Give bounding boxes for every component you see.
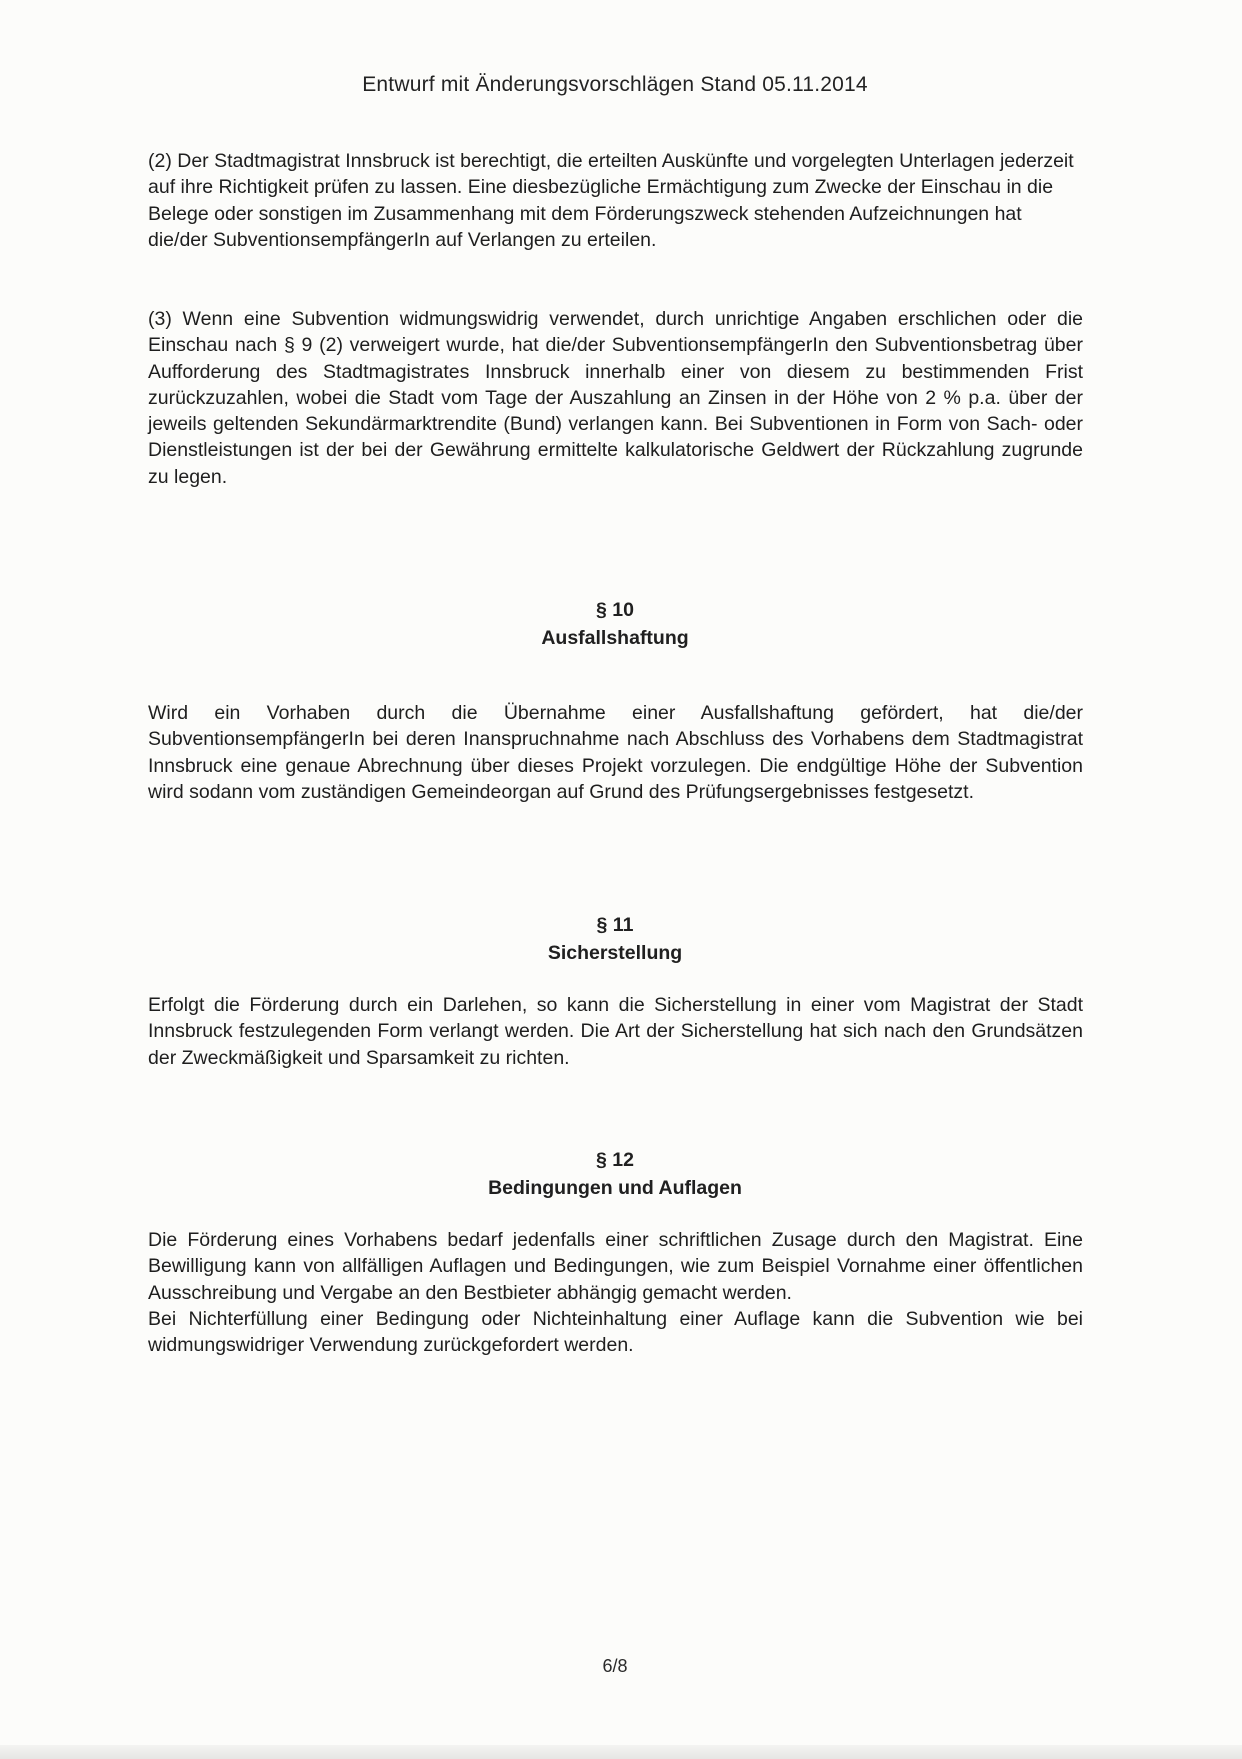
paragraph-9-3 — [148, 306, 1083, 490]
section-12-body-text-1: Die Förderung eines Vorhabens bedarf jedenfalls einer schriftlichen Zusage durch den Magistrat. Eine Bewilligung kann von allfälligen Auflagen und Bedingungen, wie zum Beispiel Vornahme einer öffentlichen Ausschreibung und Vergabe an den Bestbieter abhängig gemacht werden. — [148, 1229, 1083, 1304]
section-12-body — [148, 1227, 1083, 1358]
paragraph-9-2-text: (2) Der Stadtmagistrat Innsbruck ist berechtigt, die erteilten Auskünfte und vorgelegten Unterlagen jederzeit auf ihre Richtigkeit prüfen zu lassen. Eine diesbezügliche Ermächtigung zum Zwecke der Einschau in die Belege oder sonstigen im Zusammenhang mit dem Förderungszweck stehenden Aufzeichnungen hat die/der SubventionsempfängerIn auf Verlangen zu erteilen. — [148, 150, 1074, 251]
section-12-heading — [0, 1146, 1230, 1202]
section-10-body-text: Wird ein Vorhaben durch die Übernahme einer Ausfallshaftung gefördert, hat die/der SubventionsempfängerIn bei deren Inanspruchnahme nach Abschluss des Vorhabens dem Stadtmagistrat Innsbruck eine genaue Abrechnung über dieses Projekt vorzulegen. Die endgültige Höhe der Subvention wird sodann vom zuständigen Gemeindeorgan auf Grund des Prüfungsergebnisses festgesetzt. — [148, 702, 1083, 803]
section-11-heading — [0, 911, 1230, 967]
section-10-heading — [0, 596, 1230, 652]
section-10-title: Ausfallshaftung — [541, 627, 689, 649]
section-12-body-text-2: Bei Nichterfüllung einer Bedingung oder Nichteinhaltung einer Auflage kann die Subvention wie bei widmungswidriger Verwendung zurückgefordert werden. — [148, 1307, 1083, 1357]
document-header: Entwurf mit Änderungsvorschlägen Stand 05.11.2014 — [362, 73, 868, 96]
section-10-number: § 10 — [596, 599, 634, 621]
section-11-number: § 11 — [596, 914, 634, 936]
page-number: 6/8 — [602, 1656, 628, 1676]
paragraph-9-3-text: (3) Wenn eine Subvention widmungswidrig verwendet, durch unrichtige Angaben erschlichen oder die Einschau nach § 9 (2) verweigert wurde, hat die/der SubventionsempfängerIn den Subventionsbetrag über Aufforderung des Stadtmagistrates Innsbruck innerhalb einer von diesem zu bestimmenden Frist zurückzuzahlen, wobei die Stadt vom Tage der Auszahlung an Zinsen in der Höhe von 2 % p.a. über der jeweils geltenden Sekundärmarktrendite (Bund) verlangen kann. Bei Subventionen in Form von Sach- oder Dienstleistungen ist der bei der Gewährung ermittelte kalkulatorische Geldwert der Rückzahlung zugrunde zu legen. — [148, 308, 1083, 488]
section-12-number: § 12 — [596, 1149, 634, 1171]
section-10-body — [148, 700, 1083, 805]
paragraph-9-2 — [148, 148, 1083, 253]
section-11-body-text: Erfolgt die Förderung durch ein Darlehen, so kann die Sicherstellung in einer vom Magistrat der Stadt Innsbruck festzulegenden Form verlangt werden. Die Art der Sicherstellung hat sich nach den Grundsätzen der Zweckmäßigkeit und Sparsamkeit zu richten. — [148, 994, 1083, 1069]
section-11-title: Sicherstellung — [547, 942, 683, 964]
page-bottom-edge — [0, 1745, 1242, 1759]
section-12-title: Bedingungen und Auflagen — [488, 1177, 742, 1199]
section-11-body — [148, 992, 1083, 1071]
